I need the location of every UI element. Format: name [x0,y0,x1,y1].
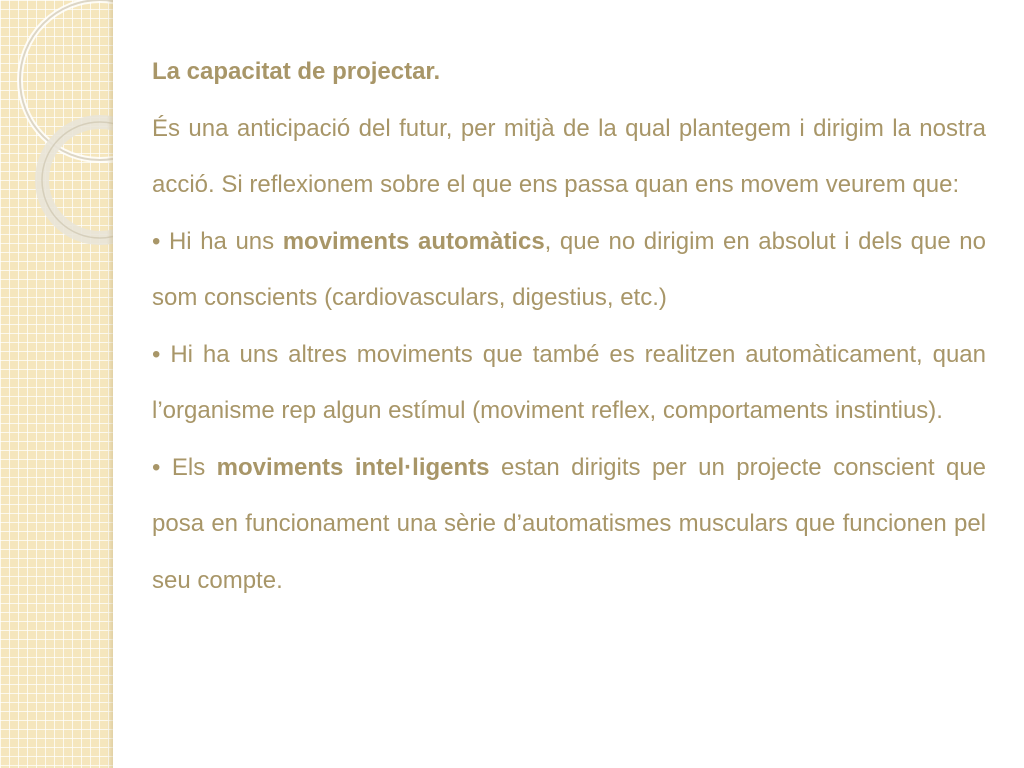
slide-body [152,44,986,609]
decorative-rings-icon [0,0,113,280]
bullet-1-lead: • Hi ha uns [152,227,283,255]
decorative-side-band [0,0,113,768]
bullet-paragraph-2 [152,327,986,440]
bullet-paragraph-3 [152,440,986,610]
slide-title: La capacitat de projectar. [152,58,441,85]
bullet-1-rest: , que no dirigim en absolut i dels que no som conscients (cardiovasculars, digestius, etc.) [152,227,986,311]
bullet-3-bold: moviments intel·ligents [216,453,490,481]
bullet-1-bold: moviments automàtics [282,227,545,255]
bullet-3-rest: estan dirigits per un projecte conscient que posa en funcionament una sèrie d’automatismes musculars que funcionen pel seu compte. [152,453,987,594]
intro-paragraph: És una anticipació del futur, per mitjà de la qual plantegem i dirigim la nostra acció. Si reflexionem sobre el que ens passa quan ens movem veurem que: [152,114,986,198]
bullet-2-rest: • Hi ha uns altres moviments que també es realitzen automàticament, quan l’organisme rep algun estímul (moviment reflex, comportaments instintius). [152,340,986,424]
bullet-paragraph-1 [152,214,986,327]
bullet-3-lead: • Els [152,453,217,481]
